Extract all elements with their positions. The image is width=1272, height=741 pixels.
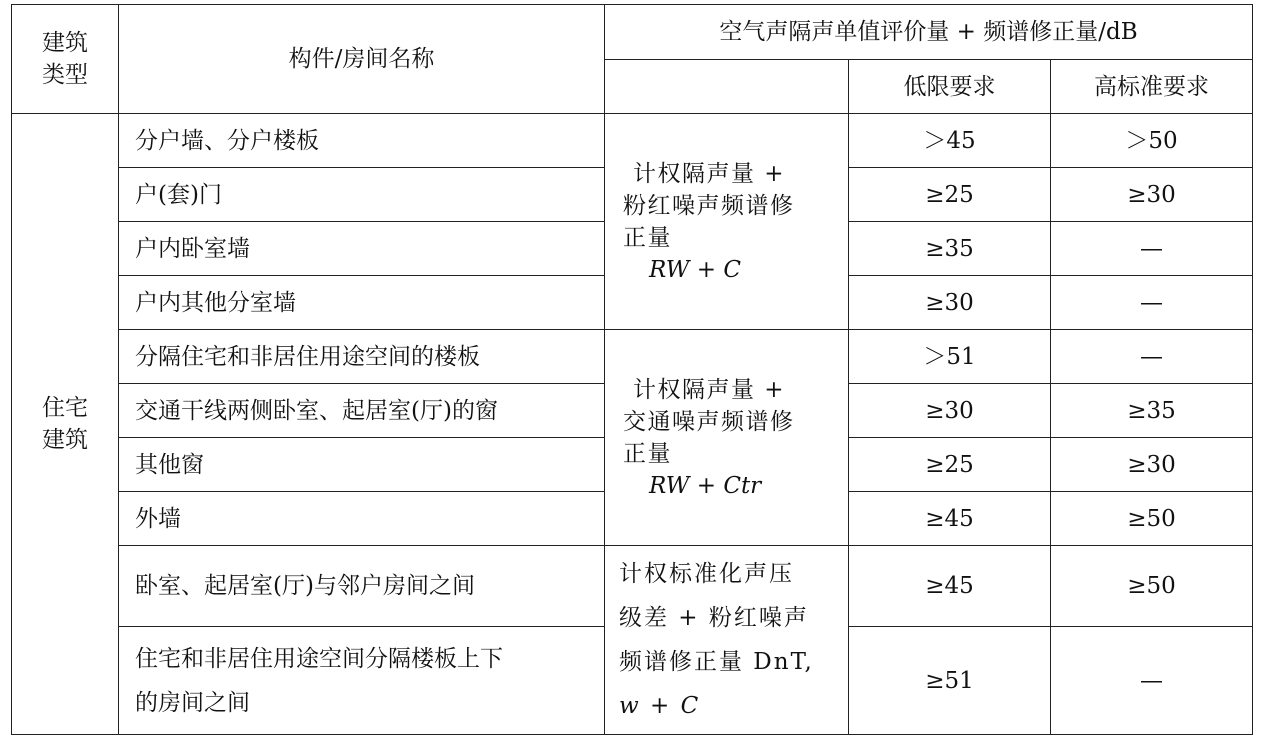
table-row-name: 户(套)门	[119, 168, 605, 222]
param-1-formula: RW + C	[649, 256, 741, 283]
sound-insulation-table	[11, 4, 1253, 735]
table-cell-low: ≥45	[849, 492, 1051, 546]
param-1-line3: 正量	[623, 224, 672, 251]
table-row-name	[119, 627, 605, 735]
param-cell-2	[605, 330, 849, 546]
row-name-line2: 的房间之间	[135, 689, 250, 716]
header-param-empty	[605, 60, 849, 114]
param-1-line2: 粉红噪声频谱修	[623, 192, 795, 219]
table-cell-high: ≥30	[1051, 168, 1253, 222]
table-cell-low: ≥30	[849, 276, 1051, 330]
param-1-line1: 计权隔声量 +	[633, 160, 786, 187]
table-cell-low: ＞45	[849, 114, 1051, 168]
table-row-name: 外墙	[119, 492, 605, 546]
param-3-line1: 计权标准化声压	[619, 561, 794, 587]
building-type-line2: 建筑	[42, 427, 88, 453]
table-cell-low: ＞51	[849, 330, 1051, 384]
table-cell-low: ≥30	[849, 384, 1051, 438]
table-cell-low: ≥25	[849, 438, 1051, 492]
param-2-formula: RW + Ctr	[649, 472, 762, 499]
table-row-name: 户内卧室墙	[119, 222, 605, 276]
table-cell-high: ≥50	[1051, 492, 1253, 546]
building-type-cell	[12, 114, 119, 735]
table-cell-high: —	[1051, 276, 1253, 330]
table-cell-low: ≥45	[849, 546, 1051, 627]
param-cell-1	[605, 114, 849, 330]
table-cell-high: ≥50	[1051, 546, 1253, 627]
param-2-line1: 计权隔声量 +	[633, 376, 786, 403]
table-row-name: 户内其他分室墙	[119, 276, 605, 330]
header-building-type-line2: 类型	[42, 62, 88, 88]
param-3-line3: 频谱修正量 DnT,	[619, 649, 814, 675]
table-row-name: 卧室、起居室(厅)与邻户房间之间	[119, 546, 605, 627]
header-building-type	[12, 5, 119, 114]
table-row-name: 分户墙、分户楼板	[119, 114, 605, 168]
header-building-type-line1: 建筑	[42, 30, 88, 56]
header-group-title: 空气声隔声单值评价量 + 频谱修正量/dB	[605, 5, 1253, 60]
header-high-requirement: 高标准要求	[1051, 60, 1253, 114]
table-cell-low: ≥35	[849, 222, 1051, 276]
param-2-line2: 交通噪声频谱修	[623, 408, 795, 435]
building-type-line1: 住宅	[42, 395, 88, 421]
table-row-name: 分隔住宅和非居住用途空间的楼板	[119, 330, 605, 384]
param-2-line3: 正量	[623, 440, 672, 467]
table-row-name: 交通干线两侧卧室、起居室(厅)的窗	[119, 384, 605, 438]
header-low-requirement: 低限要求	[849, 60, 1051, 114]
table-cell-high: ≥35	[1051, 384, 1253, 438]
header-component: 构件/房间名称	[119, 5, 605, 114]
table-cell-low: ≥25	[849, 168, 1051, 222]
table-cell-high: ＞50	[1051, 114, 1253, 168]
param-3-line4: w + C	[619, 693, 701, 719]
table-cell-high: —	[1051, 330, 1253, 384]
row-name-line1: 住宅和非居住用途空间分隔楼板上下	[135, 645, 503, 672]
table-row-name: 其他窗	[119, 438, 605, 492]
table-cell-low: ≥51	[849, 627, 1051, 735]
param-3-line2: 级差 + 粉红噪声	[619, 605, 809, 631]
table-cell-high: —	[1051, 222, 1253, 276]
table-cell-high: —	[1051, 627, 1253, 735]
table-cell-high: ≥30	[1051, 438, 1253, 492]
param-cell-3	[605, 546, 849, 735]
